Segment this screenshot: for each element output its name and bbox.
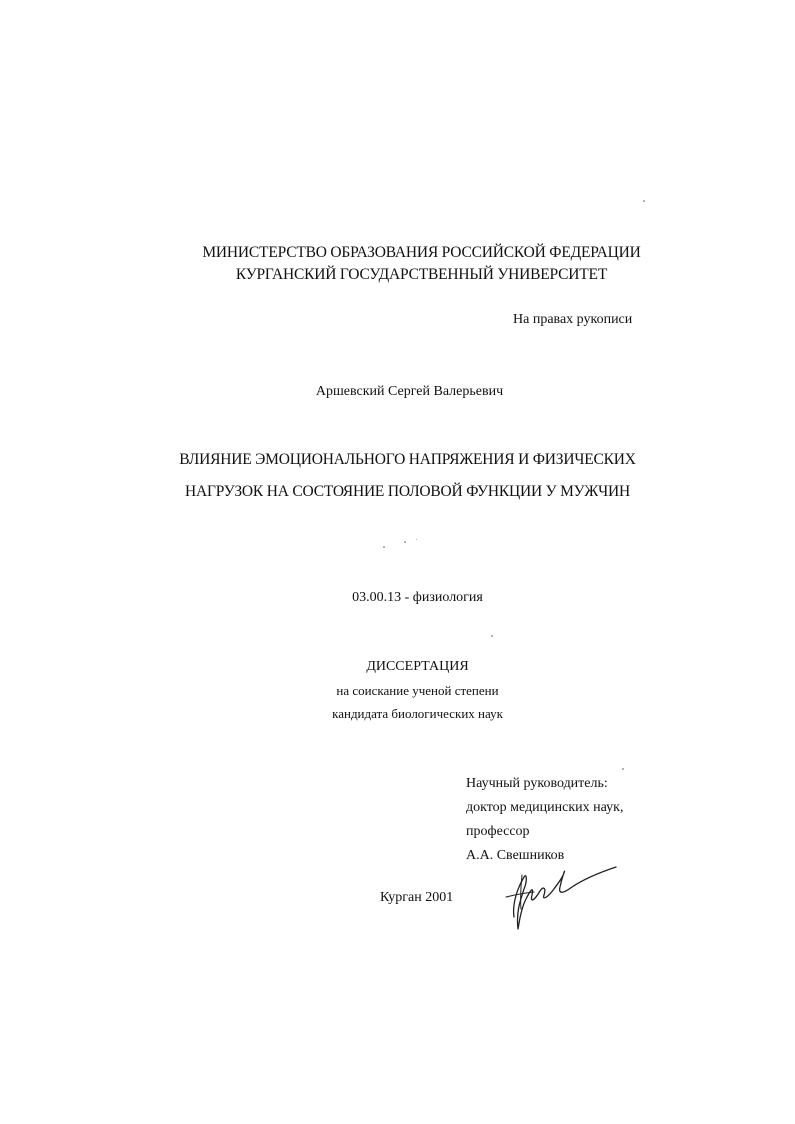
- supervisor-degree: доктор медицинских наук,: [466, 800, 624, 815]
- scan-speck: [491, 635, 493, 637]
- scan-speck: [383, 546, 385, 548]
- supervisor-role: Научный руководитель:: [466, 776, 608, 791]
- scan-speck: [416, 539, 417, 540]
- degree-line-2: кандидата биологических наук: [332, 706, 503, 721]
- author-name: Аршевский Сергей Валерьевич: [315, 384, 504, 399]
- scan-speck: [622, 768, 624, 770]
- scan-speck: [643, 200, 645, 202]
- dissertation-type: ДИССЕРТАЦИЯ: [366, 659, 469, 674]
- university-heading: КУРГАНСКИЙ ГОСУДАРСТВЕННЫЙ УНИВЕРСИТЕТ: [235, 266, 608, 283]
- specialty-code: 03.00.13 - физиология: [352, 590, 483, 605]
- handwritten-signature: [500, 855, 620, 935]
- dissertation-title-line-2: НАГРУЗОК НА СОСТОЯНИЕ ПОЛОВОЙ ФУНКЦИИ У МУЖЧИН: [185, 483, 630, 500]
- manuscript-rights-note: На правах рукописи: [513, 312, 633, 327]
- supervisor-rank: профессор: [466, 824, 530, 839]
- city-year: Курган 2001: [380, 890, 454, 905]
- dissertation-title-line-1: ВЛИЯНИЕ ЭМОЦИОНАЛЬНОГО НАПРЯЖЕНИЯ И ФИЗИЧЕСКИХ: [179, 451, 636, 468]
- degree-line-1: на соискание ученой степени: [336, 683, 499, 698]
- supervisor-name: А.А. Свешников: [466, 848, 565, 863]
- ministry-heading: МИНИСТЕРСТВО ОБРАЗОВАНИЯ РОССИЙСКОЙ ФЕДЕРАЦИИ: [202, 244, 641, 261]
- scan-speck: [404, 541, 406, 543]
